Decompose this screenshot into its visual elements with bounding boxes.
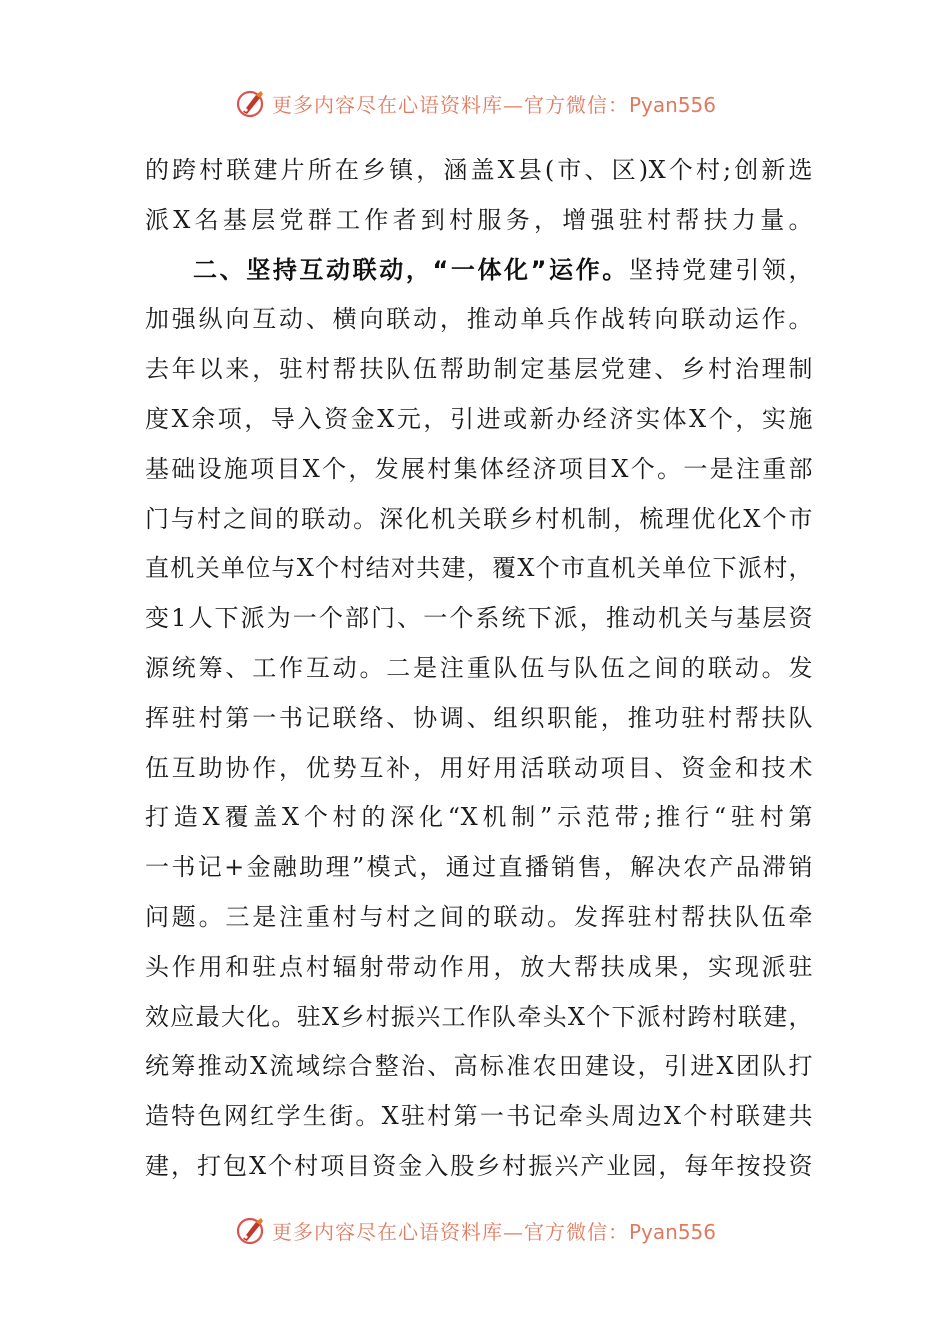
body-line: 直机关单位与X个村结对共建，覆X个市直机关单位下派村， <box>145 554 813 583</box>
body-line: 变1人下派为一个部门、一个系统下派，推动机关与基层资 <box>145 604 813 633</box>
body-line: 挥驻村第一书记联络、协调、组织职能，推功驻村帮扶队 <box>145 703 813 732</box>
body-line: 打造X覆盖X个村的深化“X机制”示范带;推行“驻村第 <box>145 803 813 832</box>
body-line: 伍互助协作，优势互补，用好用活联动项目、资金和技术 <box>145 753 813 782</box>
watermark-wechat-id: Pyan556 <box>628 1219 716 1244</box>
body-line: 门与村之间的联动。深化机关联乡村机制，梳理优化X个市 <box>145 504 813 533</box>
watermark-text: 更多内容尽在心语资料库—官方微信：Pyan556 <box>271 92 716 117</box>
body-line: 问题。三是注重村与村之间的联动。发挥驻村帮扶队伍牵 <box>145 902 813 931</box>
watermark-wechat-id: Pyan556 <box>628 92 716 117</box>
document-body <box>145 146 813 1192</box>
body-line: 派X名基层党群工作者到村服务，增强驻村帮扶力量。 <box>145 205 813 234</box>
pen-nib-logo-icon <box>234 1214 266 1246</box>
body-line: 造特色网红学生街。X驻村第一书记牵头周边X个村联建共 <box>145 1102 813 1131</box>
pen-nib-logo-icon <box>234 87 266 119</box>
body-line: 建，打包X个村项目资金入股乡村振兴产业园，每年按投资 <box>145 1151 813 1180</box>
section-heading-rest: 坚持党建引领， <box>628 255 813 284</box>
section-heading-bold: 二、坚持互动联动，“一体化”运作。 <box>193 255 629 284</box>
section-heading <box>145 246 813 296</box>
body-line: 统筹推动X流域综合整治、高标准农田建设，引进X团队打 <box>145 1052 813 1081</box>
header-watermark <box>0 83 950 123</box>
footer-watermark <box>0 1210 950 1250</box>
body-line: 基础设施项目X个，发展村集体经济项目X个。一是注重部 <box>145 454 813 483</box>
watermark-text: 更多内容尽在心语资料库—官方微信：Pyan556 <box>271 1219 716 1244</box>
body-line: 加强纵向互动、横向联动，推动单兵作战转向联动运作。 <box>145 305 813 334</box>
body-line: 效应最大化。驻X乡村振兴工作队牵头X个下派村跨村联建， <box>145 1002 813 1031</box>
body-line: 一书记+金融助理”模式，通过直播销售，解决农产品滞销 <box>145 853 813 882</box>
body-line: 度X余项，导入资金X元，引进或新办经济实体X个，实施 <box>145 404 813 433</box>
body-line: 去年以来，驻村帮扶队伍帮助制定基层党建、乡村治理制 <box>145 355 813 384</box>
body-line: 源统筹、工作互动。二是注重队伍与队伍之间的联动。发 <box>145 653 813 682</box>
body-line: 头作用和驻点村辐射带动作用，放大帮扶成果，实现派驻 <box>145 952 813 981</box>
body-line: 的跨村联建片所在乡镇，涵盖X县(市、区)X个村;创新选 <box>145 156 813 184</box>
